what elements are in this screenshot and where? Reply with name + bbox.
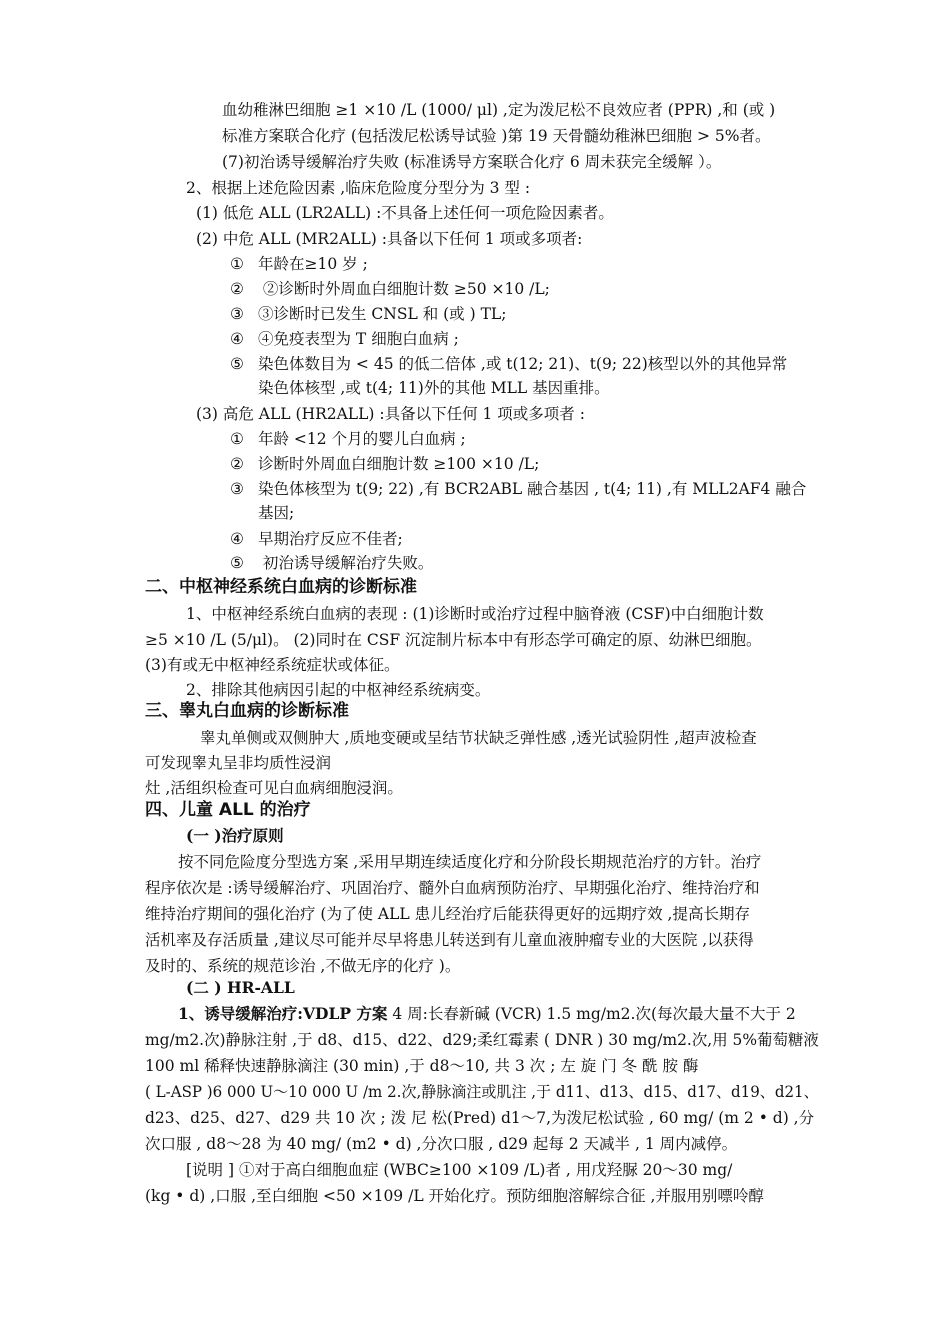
paragraph-line: d23、d25、d27、d29 共 10 次 ; 泼 尼 松(Pred) d1～7,为泼尼松试验 , 60 mg/ (m 2 • d) ,分 [145,1109,815,1127]
paragraph-line: ( L-ASP )6 000 U～10 000 U /m 2.次,静脉滴注或肌注 ,于 d11、d13、d15、d17、d19、d21、 [145,1083,819,1101]
list-item: ① 年龄在≥10 岁 ; [230,255,368,273]
risk-intro: 2、根据上述危险因素 ,临床危险度分型分为 3 型 : [186,179,531,197]
list-item: ② ②诊断时外周血白细胞计数 ≥50 ×10 /L; [230,280,550,298]
list-item: ④ ④免疫表型为 T 细胞白血病 ; [230,330,459,348]
list-item: ⑤ 初治诱导缓解治疗失败。 [230,554,434,572]
list-item-continuation: 基因; [258,504,295,522]
paragraph-line: 100 ml 稀释快速静脉滴注 (30 min) ,于 d8～10, 共 3 次 ; 左 旋 门 冬 酰 胺 酶 [145,1057,699,1075]
paragraph-line: 睾丸单侧或双侧肿大 ,质地变硬或呈结节状缺乏弹性感 ,透光试验阴性 ,超声波检查 [200,729,757,747]
note-line: (kg • d) ,口服 ,至白细胞 <50 ×109 /L 开始化疗。预防细胞溶解综合征 ,并服用别嘌呤醇 [145,1187,764,1205]
section-heading: 二、中枢神经系统白血病的诊断标准 [145,577,417,597]
criteria-line: 血幼稚淋巴细胞 ≥1 ×10 /L (1000/ μl) ,定为泼尼松不良效应者 (PPR) ,和 (或 ) [222,101,776,119]
risk-high: (3) 高危 ALL (HR2ALL) :具备以下任何 1 项或多项者 : [196,405,585,423]
list-item: ④ 早期治疗反应不佳者; [230,530,403,548]
list-item: ③ ③诊断时已发生 CNSL 和 (或 ) TL; [230,305,507,323]
list-item: ③ 染色体核型为 t(9; 22) ,有 BCR2ABL 融合基因 , t(4; 11) ,有 MLL2AF4 融合 [230,480,807,498]
subsection-heading: (二 ) HR-ALL [186,978,295,997]
section-heading: 三、睾丸白血病的诊断标准 [145,701,349,721]
paragraph-line: (3)有或无中枢神经系统症状或体征。 [145,656,400,674]
criteria-line: (7)初治诱导缓解治疗失败 (标准诱导方案联合化疗 6 周未获完全缓解 ）。 [222,153,722,171]
section-heading: 四、儿童 ALL 的治疗 [145,800,311,820]
paragraph-line: 可发现睾丸呈非均质性浸润 [145,754,332,772]
paragraph-line: 1、诱导缓解治疗:VDLP 方案 4 周:长春新碱 (VCR) 1.5 mg/m2.次(每次最大量不大于 2 [178,1004,796,1023]
subsection-heading: (一 )治疗原则 [186,826,284,845]
paragraph-line: ≥5 ×10 /L (5/μl)。 (2)同时在 CSF 沉淀制片标本中有形态学可确定的原、幼淋巴细胞。 [145,631,762,649]
paragraph-line: 次口服 , d8～28 为 40 mg/ (m2 • d) ,分次口服 , d29 起每 2 天减半 , 1 周内减停。 [145,1135,738,1153]
paragraph-line: 1、中枢神经系统白血病的表现 : (1)诊断时或治疗过程中脑脊液 (CSF)中白细胞计数 [186,605,764,623]
paragraph-line: 及时的、系统的规范诊治 ,不做无序的化疗 )。 [145,957,461,975]
list-item: ① 年龄 <12 个月的婴儿白血病 ; [230,430,466,448]
paragraph-line: 程序依次是 :诱导缓解治疗、巩固治疗、髓外白血病预防治疗、早期强化治疗、维持治疗和 [145,879,760,897]
list-item: ② 诊断时外周血白细胞计数 ≥100 ×10 /L; [230,455,540,473]
risk-low: (1) 低危 ALL (LR2ALL) :不具备上述任何一项危险因素者。 [196,204,614,222]
paragraph-line: mg/m2.次)静脉注射 ,于 d8、d15、d22、d29;柔红霉素 ( DNR ) 30 mg/m2.次,用 5%葡萄糖液 [145,1031,819,1049]
risk-mid: (2) 中危 ALL (MR2ALL) :具备以下任何 1 项或多项者: [196,230,583,248]
note-line: [说明 ] ①对于高白细胞血症 (WBC≥100 ×109 /L)者 , 用戊羟脲 20～30 mg/ [186,1161,733,1179]
paragraph-line: 活机率及存活质量 ,建议尽可能并尽早将患儿转送到有儿童血液肿瘤专业的大医院 ,以获得 [145,931,754,949]
regimen-title: 1、诱导缓解治疗:VDLP 方案 [178,1004,388,1023]
paragraph-line: 2、排除其他病因引起的中枢神经系统病变。 [186,681,491,699]
paragraph-line: 按不同危险度分型选方案 ,采用早期连续适度化疗和分阶段长期规范治疗的方针。治疗 [178,853,762,871]
criteria-line: 标准方案联合化疗 (包括泼尼松诱导试验 )第 19 天骨髓幼稚淋巴细胞 > 5%者。 [222,127,771,145]
list-item-continuation: 染色体核型 ,或 t(4; 11)外的其他 MLL 基因重排。 [258,379,610,397]
list-item: ⑤ 染色体数目为 < 45 的低二倍体 ,或 t(12; 21)、t(9; 22)核型以外的其他异常 [230,355,788,373]
paragraph-line: 灶 ,活组织检查可见白血病细胞浸润。 [145,779,403,797]
paragraph-line: 维持治疗期间的强化治疗 (为了使 ALL 患儿经治疗后能获得更好的远期疗效 ,提高长期存 [145,905,750,923]
